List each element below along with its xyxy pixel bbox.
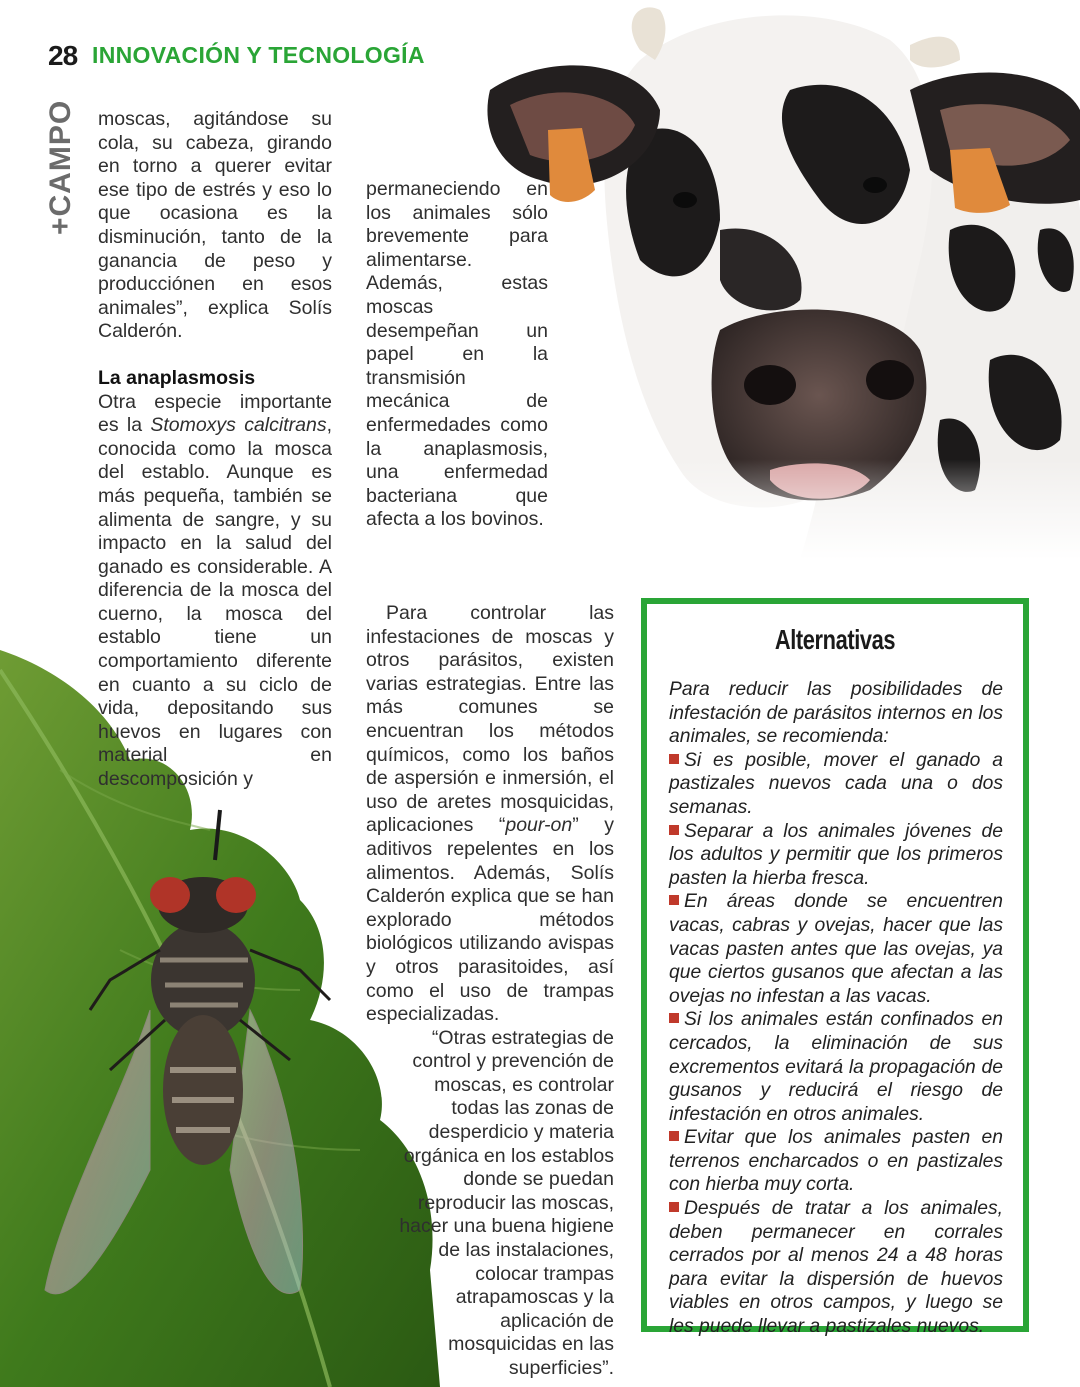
pour-on-term: pour-on: [505, 814, 573, 837]
bullet-square-icon: [669, 825, 679, 835]
list-item: [669, 890, 1003, 1008]
article-column-1: [98, 108, 332, 792]
list-item: [669, 1126, 1003, 1197]
bullet-square-icon: [669, 754, 679, 764]
bullet-square-icon: [669, 1131, 679, 1141]
body-paragraph: permaneciendo en los animales sólo brevemente para alimentarse. Además, estas moscas desempeñan un papel en la transmisión mecánica de enfermedades como la anaplasmosis, una enfermedad bacteriana que afecta a los bovinos.: [366, 178, 548, 531]
species-name: Stomoxys calcitrans: [150, 414, 327, 437]
list-item: [669, 1008, 1003, 1126]
box-intro: Para reducir las posibilidades de infestación de parásitos internos en los animales, se recomienda:: [669, 679, 1003, 748]
list-item-text: En áreas donde se encuentren vacas, cabras y ovejas, hacer que las vacas pasten antes que las ovejas, ya que ciertos gusanos que afectan a las ovejas no infestan a las vacas.: [669, 891, 1003, 1007]
list-item: [669, 749, 1003, 820]
text-run: ” y aditivos repelentes en los alimentos. Además, Solís Calderón explica que se han explorado métodos biológicos utilizando avispas y otros parasitoides, así como el uso de trampas especializadas.: [366, 814, 614, 1026]
list-item-text: Separar a los animales jóvenes de los adultos y permitir que los primeros pasten la hierba fresca.: [669, 820, 1003, 889]
body-paragraph: [366, 602, 614, 1027]
body-paragraph: moscas, agitándose su cola, su cabeza, girando en torno a querer evitar ese tipo de estrés y eso lo que ocasiona es la disminución, tanto de la ganancia de peso y producciónen en esos animales”, explica Solís Calderón.: [98, 108, 332, 343]
text-run: , conocida como la mosca del establo. Aunque es más pequeña, también se alimenta de sangre, y su impacto en la salud del ganado es considerable. A diferencia de la mosca del cuerno, la mosca del establo tiene un comportamiento diferente en cuanto a su ciclo de vida, depositando sus huevos en lugares con material en descomposición y: [98, 414, 332, 791]
bullet-square-icon: [669, 895, 679, 905]
page-number: 28: [48, 40, 78, 71]
list-item: [669, 820, 1003, 891]
list-item-text: Después de tratar a los animales, deben permanecer en corrales cerrados por al menos 24 a 48 horas para evitar la dispersión de huevos viables en otros campos, y luego se les puede llevar a pastizales nuevos.: [669, 1198, 1003, 1338]
text-run: Para controlar las infestaciones de moscas y otros parásitos, existen varias estrategias. Entre las más comunes se encuentran los métodos químicos, como los baños de aspersión e inmersión, el uso de aretes mosquicidas, aplicaciones “: [366, 602, 614, 837]
quote-paragraph: “Otras estrategias de control y prevención de moscas, es controlar todas las zonas de desperdicio y materia orgánica en los establos donde se puedan reproducir las moscas, hacer una buena higiene de las instalaciones, colocar trampas atrapamoscas y la aplicación de mosquicidas en las superficies”.: [399, 1026, 614, 1379]
article-column-2-bottom: [366, 602, 614, 1381]
body-paragraph: [98, 391, 332, 792]
cow-photo: [470, 0, 1080, 560]
box-title: Alternativas: [774, 624, 896, 655]
list-item-text: Evitar que los animales pasten en terrenos encharcados o en pastizales con hierba muy corta.: [669, 1127, 1003, 1196]
box-body: [669, 678, 1003, 1339]
subheading: La anaplasmosis: [98, 366, 256, 389]
text-run: Otra especie importante es la: [98, 390, 332, 437]
bullet-square-icon: [669, 1013, 679, 1023]
bullet-square-icon: [669, 1202, 679, 1212]
magazine-brand: +CAMPO: [44, 99, 77, 235]
list-item-text: Si los animales están confinados en cercados, la eliminación de sus excrementos evitará la propagación de gusanos y reducirá el riesgo de infestación en otros animales.: [669, 1009, 1003, 1125]
alternativas-box: [641, 598, 1029, 1338]
article-column-2-top: [366, 178, 548, 532]
list-item: [669, 1197, 1003, 1339]
section-title: INNOVACIÓN Y TECNOLOGÍA: [92, 42, 425, 68]
list-item-text: Si es posible, mover el ganado a pastizales nuevos cada una o dos semanas.: [669, 749, 1003, 818]
